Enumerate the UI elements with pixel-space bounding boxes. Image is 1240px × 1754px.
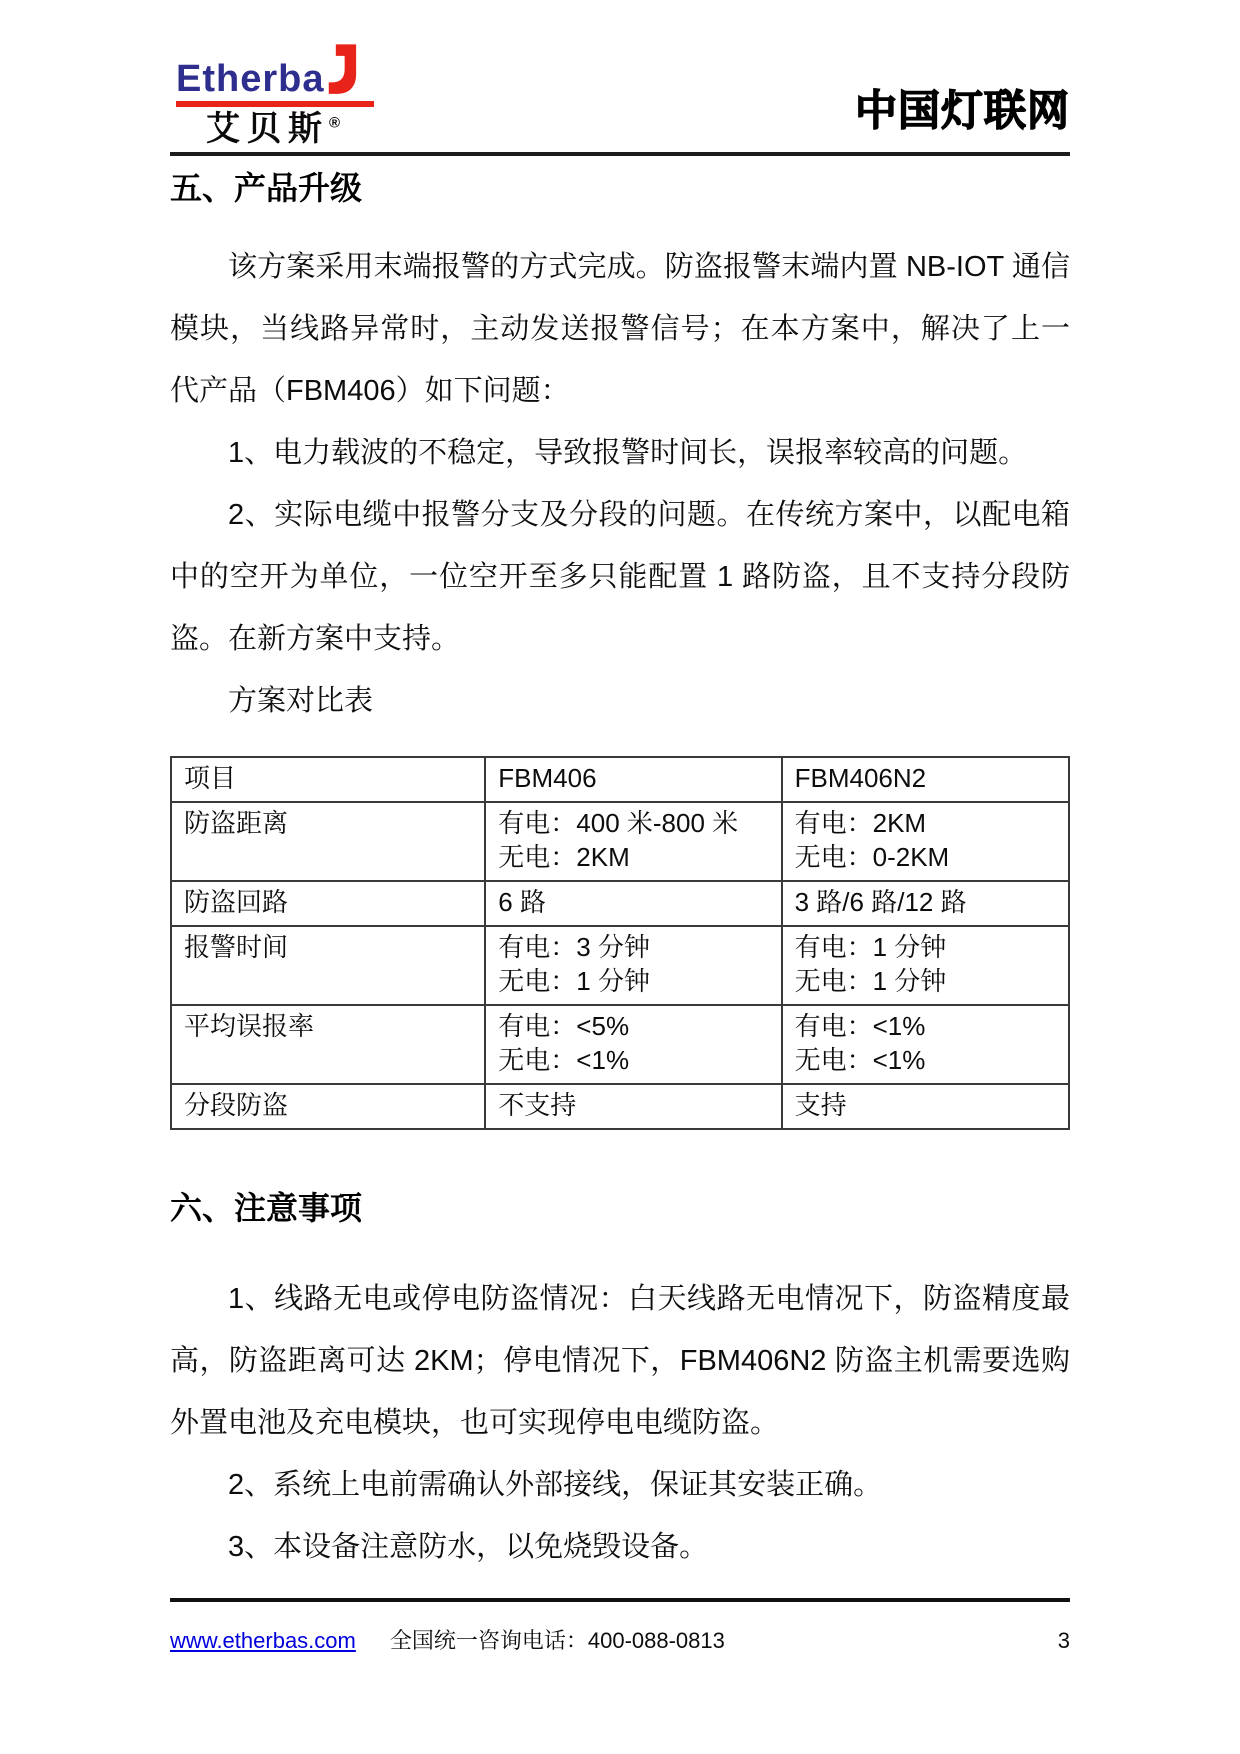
cell-line: 无电：1 分钟 xyxy=(498,965,650,996)
cell-fbm406 xyxy=(485,802,781,881)
upgrade-item-1: 1、电力载波的不稳定，导致报警时间长，误报率较高的问题。 xyxy=(228,436,1028,469)
cell-fbm406n2 xyxy=(782,881,1069,926)
table-row xyxy=(171,1005,1069,1084)
cell-line: 有电：<5% xyxy=(498,1010,630,1041)
cell-line: 6 路 xyxy=(498,886,546,917)
cell-fbm406n2 xyxy=(782,1005,1069,1084)
cell-line: 无电：<1% xyxy=(794,1044,926,1075)
table-row xyxy=(171,926,1069,1005)
etherbas-logo xyxy=(170,46,374,148)
website-link[interactable]: www.etherbas.com xyxy=(170,1628,356,1653)
cell-fbm406 xyxy=(485,1084,781,1129)
page-footer xyxy=(170,1624,1070,1655)
cell-line: 支持 xyxy=(794,1089,847,1120)
cell-line: 3 路/6 路/12 路 xyxy=(794,886,967,917)
cell-line: 有电：400 米-800 米 xyxy=(498,807,739,838)
cell-fbm406 xyxy=(485,926,781,1005)
note-2: 2、系统上电前需确认外部接线，保证其安装正确。 xyxy=(228,1468,883,1501)
column-header-fbm406: FBM406 xyxy=(485,757,781,802)
paragraph-line: 模块，当线路异常时，主动发送报警信号；在本方案中，解决了上一 xyxy=(170,312,1070,345)
paragraph-line: 1、线路无电或停电防盗情况：白天线路无电情况下，防盗精度最 xyxy=(228,1282,1070,1315)
note-3: 3、本设备注意防水，以免烧毁设备。 xyxy=(228,1530,709,1563)
cell-line: 有电：<1% xyxy=(794,1010,926,1041)
table-row xyxy=(171,802,1069,881)
intro-paragraph xyxy=(170,236,1070,422)
site-logo: 中国灯联网 xyxy=(854,86,1070,135)
paragraph-line: 高，防盗距离可达 2KM；停电情况下，FBM406N2 防盗主机需要选购 xyxy=(170,1344,1070,1377)
section-title-product-upgrade: 五、产品升级 xyxy=(170,170,363,207)
upgrade-item-2 xyxy=(170,484,1070,670)
table-caption: 方案对比表 xyxy=(228,684,374,717)
row-label: 防盗距离 xyxy=(171,802,485,881)
brand-chinese-text: 艾贝斯 xyxy=(206,110,329,148)
paragraph-line: 代产品（FBM406）如下问题： xyxy=(170,374,570,407)
row-label: 分段防盗 xyxy=(171,1084,485,1129)
table-header-row xyxy=(171,757,1069,802)
logo-wordmark-row xyxy=(176,46,374,98)
cell-fbm406 xyxy=(485,881,781,926)
table-row xyxy=(171,881,1069,926)
cell-line: 有电：2KM xyxy=(794,807,927,838)
paragraph-line: 盗。在新方案中支持。 xyxy=(170,622,461,655)
cell-fbm406n2 xyxy=(782,802,1069,881)
row-label: 平均误报率 xyxy=(171,1005,485,1084)
section-title-notes: 六、注意事项 xyxy=(170,1189,363,1226)
registered-mark: ® xyxy=(329,114,341,132)
hotline-text: 全国统一咨询电话：400-088-0813 xyxy=(389,1628,725,1653)
brand-chinese-name xyxy=(176,111,374,148)
header-rule xyxy=(170,152,1070,156)
table-row xyxy=(171,1084,1069,1129)
paragraph-line: 该方案采用末端报警的方式完成。防盗报警末端内置 NB-IOT 通信 xyxy=(228,250,1070,283)
cell-line: 无电：<1% xyxy=(498,1044,630,1075)
brand-wordmark: Etherba xyxy=(176,58,325,100)
cell-line: 有电：3 分钟 xyxy=(498,931,650,962)
row-label: 报警时间 xyxy=(171,926,485,1005)
paragraph-line: 中的空开为单位，一位空开至多只能配置 1 路防盗，且不支持分段防 xyxy=(170,560,1070,593)
cell-line: 有电：1 分钟 xyxy=(794,931,947,962)
logo-s-icon xyxy=(327,42,357,98)
note-1 xyxy=(170,1268,1070,1454)
cell-line: 无电：0-2KM xyxy=(794,841,950,872)
page-number: 3 xyxy=(1057,1628,1070,1653)
column-header-fbm406n2: FBM406N2 xyxy=(782,757,1069,802)
cell-fbm406 xyxy=(485,1005,781,1084)
cell-fbm406n2 xyxy=(782,926,1069,1005)
footer-rule xyxy=(170,1598,1070,1602)
cell-line: 不支持 xyxy=(498,1089,577,1120)
paragraph-line: 2、实际电缆中报警分支及分段的问题。在传统方案中，以配电箱 xyxy=(228,498,1070,531)
page-header xyxy=(170,46,1070,148)
brand-underline xyxy=(176,101,374,107)
row-label: 防盗回路 xyxy=(171,881,485,926)
comparison-table xyxy=(170,756,1070,1130)
cell-line: 无电：1 分钟 xyxy=(794,965,947,996)
column-header-item: 项目 xyxy=(171,757,485,802)
cell-line: 无电：2KM xyxy=(498,841,630,872)
paragraph-line: 外置电池及充电模块，也可实现停电电缆防盗。 xyxy=(170,1406,780,1439)
cell-fbm406n2 xyxy=(782,1084,1069,1129)
